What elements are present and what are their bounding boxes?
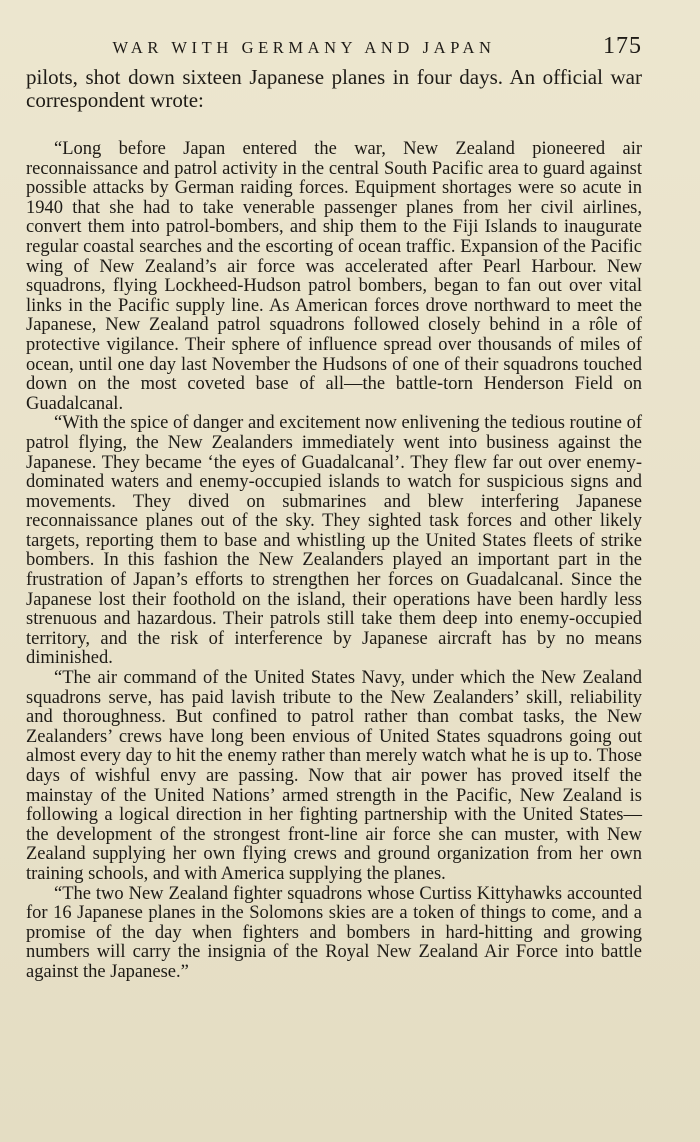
intro-paragraph: pilots, shot down sixteen Japanese planes in four days. An official war correspondent wrote: [26, 65, 642, 112]
quote-paragraph: “With the spice of danger and excitement now enlivening the tedious routine of patrol flying, the New Zealanders immediately went into business against the Japanese. They became ‘the eyes of Guadalcanal’. They flew far out over enemy-dominated waters and enemy-occupied islands to watch for suspicious signs and movements. They dived on submarines and blew interfering Japanese reconnaissance planes out of the sky. They sighted task forces and other likely targets, reporting them to base and whistling up the United States fleets of strike bombers. In this fashion the New Zealanders played an important part in the frustration of Japan’s efforts to strengthen her forces on Guadalcanal. Since the Japanese lost their foothold on the island, their operations have been hardly less strenuous and hazardous. Their patrols still take them deep into enemy-occupied territory, and the risk of interference by Japanese aircraft has by no means diminished. [26, 413, 642, 669]
quote-paragraph: “The air command of the United States Navy, under which the New Zealand squadrons serve, has paid lavish tribute to the New Zealanders’ skill, reliability and thoroughness. But confined to patrol rather than combat tasks, the New Zealanders’ crews have long been envious of United States squadrons going out almost every day to hit the enemy rather than merely watch what he is up to. Those days of wishful envy are passing. Now that air power has proved itself the mainstay of the United Nations’ armed strength in the Pacific, New Zealand is following a logical direction in her fighting partnership with the United States—the development of the strongest front-line air force she can muster, with New Zealand supplying her own flying crews and ground organization from her own training schools, and with America supplying the planes. [26, 668, 642, 884]
page-number: 175 [603, 33, 642, 59]
block-quote [26, 140, 642, 983]
quote-paragraph: “Long before Japan entered the war, New Zealand pioneered air reconnaissance and patrol activity in the central South Pacific area to guard against possible attacks by German raiding forces. Equipment shortages were so acute in 1940 that she had to take venerable passenger planes from her civil airlines, convert them into patrol-bombers, and ship them to the Fiji Islands to inaugurate regular coastal searches and the escorting of ocean traffic. Expansion of the Pacific wing of New Zealand’s air force was accelerated after Pearl Harbour. New squadrons, flying Lockheed-Hudson patrol bombers, began to fan out over vital links in the Pacific supply line. As American forces drove northward to meet the Japanese, New Zealand patrol squadrons followed closely behind in a rôle of protective vigilance. Their sphere of influence spread over thousands of miles of ocean, until one day last November the Hudsons of one of their squadrons touched down on the most coveted base of all—the battle-torn Henderson Field on Guadalcanal. [26, 139, 642, 414]
running-head: WAR WITH GERMANY AND JAPAN [112, 38, 496, 57]
quote-paragraph: “The two New Zealand fighter squadrons whose Curtiss Kittyhawks accounted for 16 Japanese planes in the Solomons skies are a token of things to come, and a promise of the day when fighters and bombers in hard-hitting and growing numbers will carry the insignia of the Royal New Zealand Air Force into battle against the Japanese.” [26, 883, 642, 982]
page-header [26, 33, 642, 66]
